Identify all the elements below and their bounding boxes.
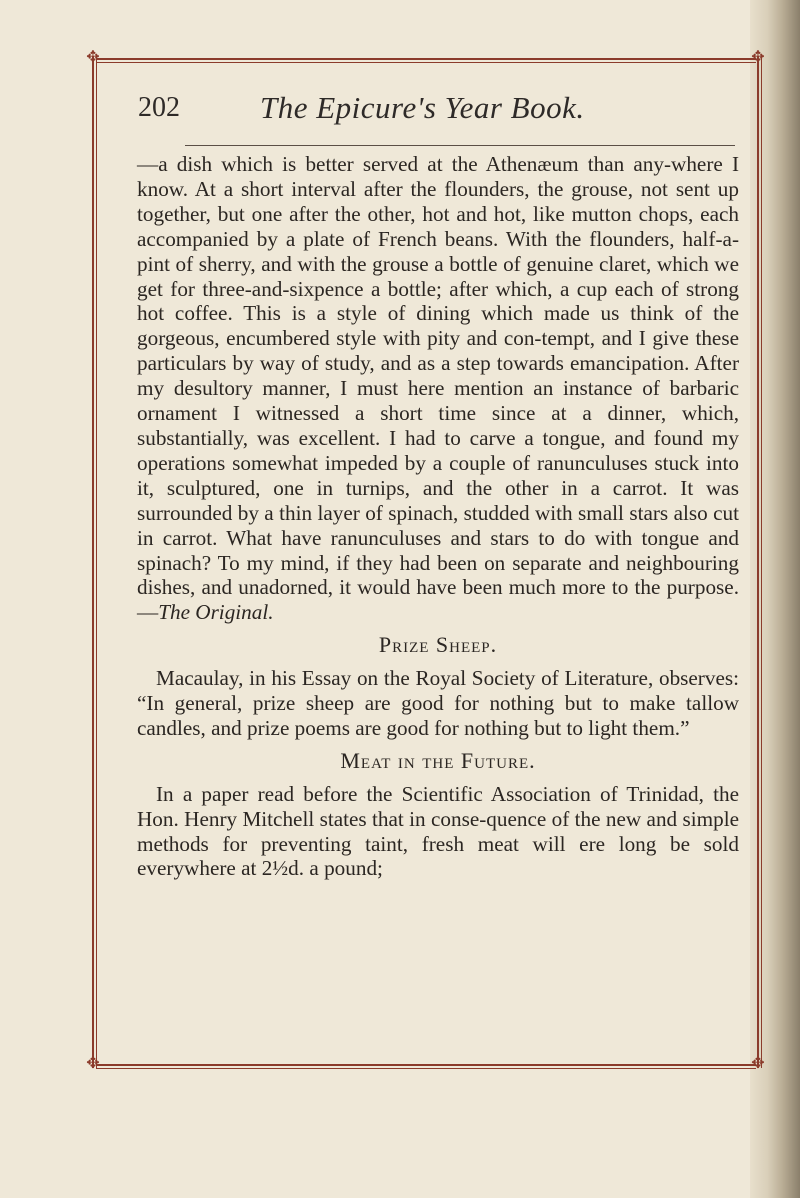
page-number: 202 (138, 92, 180, 123)
border-bottom-rule (96, 1064, 756, 1069)
paragraph: —a dish which is better served at the Athenæum than any-where I know. At a short interval after the flounders, the grouse, not sent up together, but one after the other, hot and hot, like mutton chops, each accompanied by a plate of French beans. With the flounders, half-a-pint of sherry, and with the grouse a bottle of genuine claret, which we get for three-and-sixpence a bottle; after which, a cup each of strong hot coffee. This is a style of dining which made us think of the gorgeous, encumbered style with pity and con-tempt, and I give these particulars by way of study, and as a step towards emancipation. After my desultory manner, I must here mention an instance of barbaric ornament I witnessed a short time since at a dinner, which, substantially, was excellent. I had to carve a tongue, and found my operations somewhat impeded by a couple of ranunculuses stuck into it, sculptured, one in turnips, and the other in a carrot. It was surrounded by a thin layer of spinach, studded with small stars also cut in carrot. What have ranunculuses and stars to do with tongue and spinach? To my mind, if they had been on separate and neighbouring dishes, and unadorned, it would have been much more to the purpose.—The Original. (137, 152, 739, 625)
corner-ornament-icon: ✥ (86, 49, 100, 66)
corner-ornament-icon: ✥ (86, 1055, 100, 1072)
corner-ornament-icon: ✥ (751, 1055, 765, 1072)
border-top-rule (96, 58, 756, 63)
border-right-rule (757, 56, 762, 1068)
body-text (137, 152, 739, 881)
corner-ornament-icon: ✥ (751, 49, 765, 66)
paragraph: Macaulay, in his Essay on the Royal Society of Literature, observes: “In general, prize sheep are good for nothing but to make tallow candles, and prize poems are good for nothing but to light them.” (137, 666, 739, 740)
border-left-rule (92, 56, 97, 1068)
source-citation: The Original. (158, 600, 274, 625)
section-heading: Prize Sheep. (378, 632, 498, 658)
header-rule (185, 145, 735, 146)
section-heading: Meat in the Future. (340, 747, 536, 773)
paragraph: In a paper read before the Scientific Association of Trinidad, the Hon. Henry Mitchell states that in conse-quence of the new and simple methods for preventing taint, fresh meat will ere long be sold everywhere at 2½d. a pound; (137, 781, 739, 881)
page-header (138, 92, 738, 132)
running-title: The Epicure's Year Book. (260, 90, 585, 125)
